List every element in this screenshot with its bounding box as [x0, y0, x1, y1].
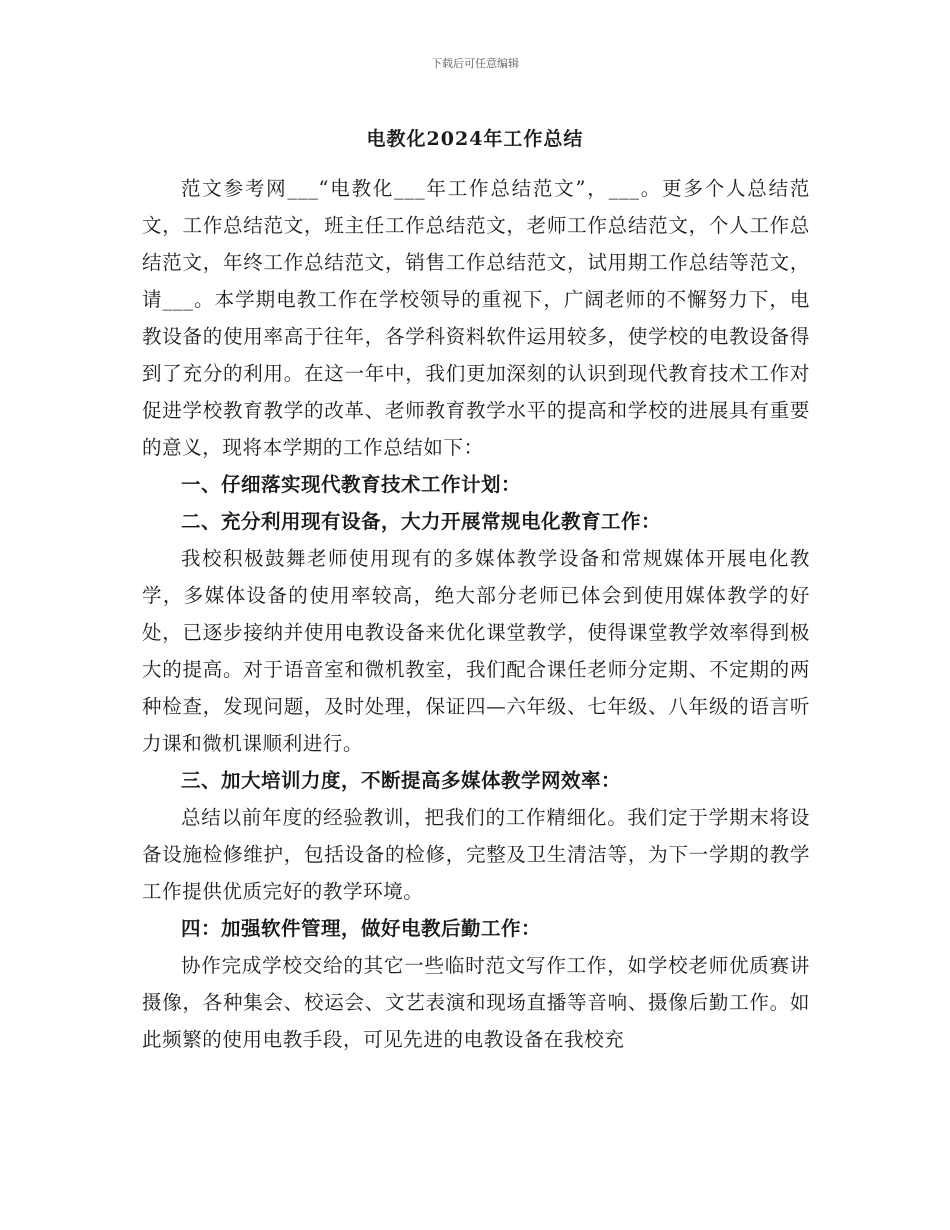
paragraph-section-2: 我校积极鼓舞老师使用现有的多媒体教学设备和常规媒体开展电化教学，多媒体设备的使用率较高，绝大部分老师已体会到使用媒体教学的好处，已逐步接纳并使用电教设备来优化课堂教学，使得课堂教学效率得到极大的提高。对于语音室和微机教室，我们配合课任老师分定期、不定期的两种检查，发现问题，及时处理，保证四—六年级、七年级、八年级的语言听力课和微机课顺利进行。 — [142, 547, 810, 755]
paragraph-intro: 范文参考网___“电教化___年工作总结范文”，___。更多个人总结范文，工作总结范文，班主任工作总结范文，老师工作总结范文，个人工作总结范文，年终工作总结范文，销售工作总结范文，试用期工作总结等范文，请___。本学期电教工作在学校领导的重视下，广阔老师的不懈努力下，电教设备的使用率高于往年，各学科资料软件运用较多，使学校的电教设备得到了充分的利用。在这一年中，我们更加深刻的认识到现代教育技术工作对促进学校教育教学的改革、老师教育教学水平的提高和学校的进展具有重要的意义，现将本学期的工作总结如下： — [142, 177, 810, 459]
section-heading-1: 一、仔细落实现代教育技术工作计划： — [181, 473, 522, 496]
document-title: 电教化2024年工作总结 — [366, 128, 584, 150]
section-heading-2: 二、充分利用现有设备，大力开展常规电化教育工作： — [181, 510, 662, 533]
paragraph-section-4: 协作完成学校交给的其它一些临时范文写作工作，如学校老师优质赛讲摄像，各种集会、校运会、文艺表演和现场直播等音响、摄像后勤工作。如此频繁的使用电教手段，可见先进的电教设备在我校充 — [142, 954, 810, 1051]
section-heading-4: 四：加强软件管理，做好电教后勤工作： — [181, 917, 542, 940]
section-heading-3: 三、加大培训力度，不断提高多媒体教学网效率： — [181, 769, 622, 792]
document-body — [142, 170, 810, 1058]
paragraph-section-3: 总结以前年度的经验教训，把我们的工作精细化。我们定于学期末将设备设施检修维护，包括设备的检修，完整及卫生清洁等，为下一学期的教学工作提供优质完好的教学环境。 — [142, 806, 810, 903]
page-header: 下载后可任意编辑 — [431, 57, 519, 70]
